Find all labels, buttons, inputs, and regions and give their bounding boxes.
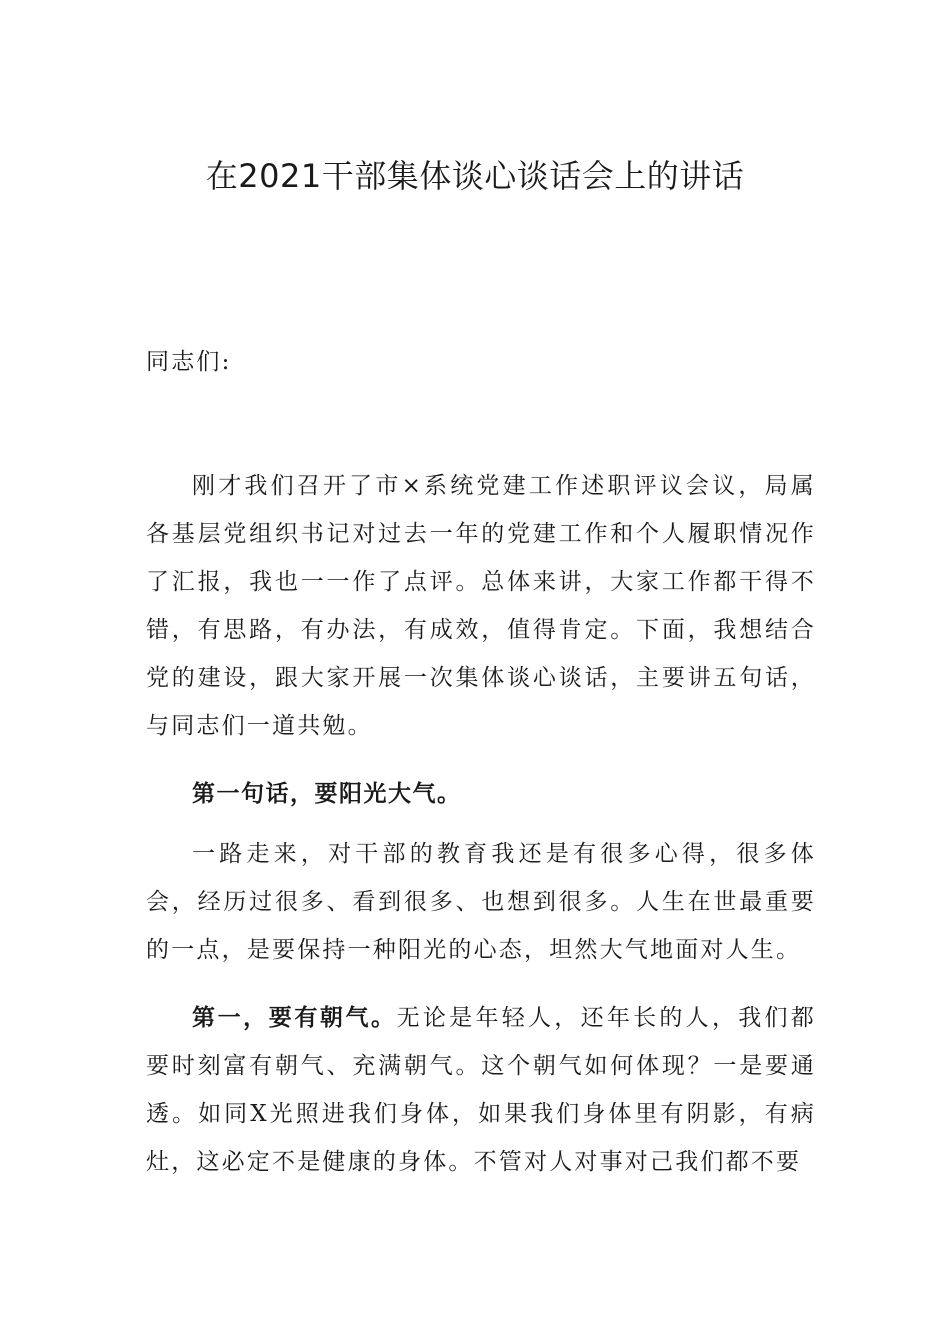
point-1-body: 无论是年轻人，还年长的人，我们都要时刻富有朝气、充满朝气。这个朝气如何体现？一是要通透。如同X光照进我们身体，如果我们身体里有阴影，有病灶，这必定不是健康的身体。不管对人对事对己我们都不要 [146,1005,816,1175]
document-title: 在2021干部集体谈心谈话会上的讲话 [205,157,745,195]
paragraph-section-1: 一路走来，对干部的教育我还是有很多心得，很多体会，经历过很多、看到很多、也想到很多。人生在世最重要的一点，是要保持一种阳光的心态，坦然大气地面对人生。 [146,841,816,963]
point-1-lead: 第一，要有朝气。 [192,1005,397,1031]
paragraph-intro: 刚才我们召开了市×系统党建工作述职评议会议，局属各基层党组织书记对过去一年的党建工作和个人履职情况作了汇报，我也一一作了点评。总体来讲，大家工作都干得不错，有思路，有办法，有成效，值得肯定。下面，我想结合党的建设，跟大家开展一次集体谈心谈话，主要讲五句话，与同志们一道共勉。 [146,473,816,739]
paragraph-point-1 [146,994,816,1186]
salutation: 同志们: [146,349,232,375]
section-heading-1: 第一句话，要阳光大气。 [192,781,462,807]
